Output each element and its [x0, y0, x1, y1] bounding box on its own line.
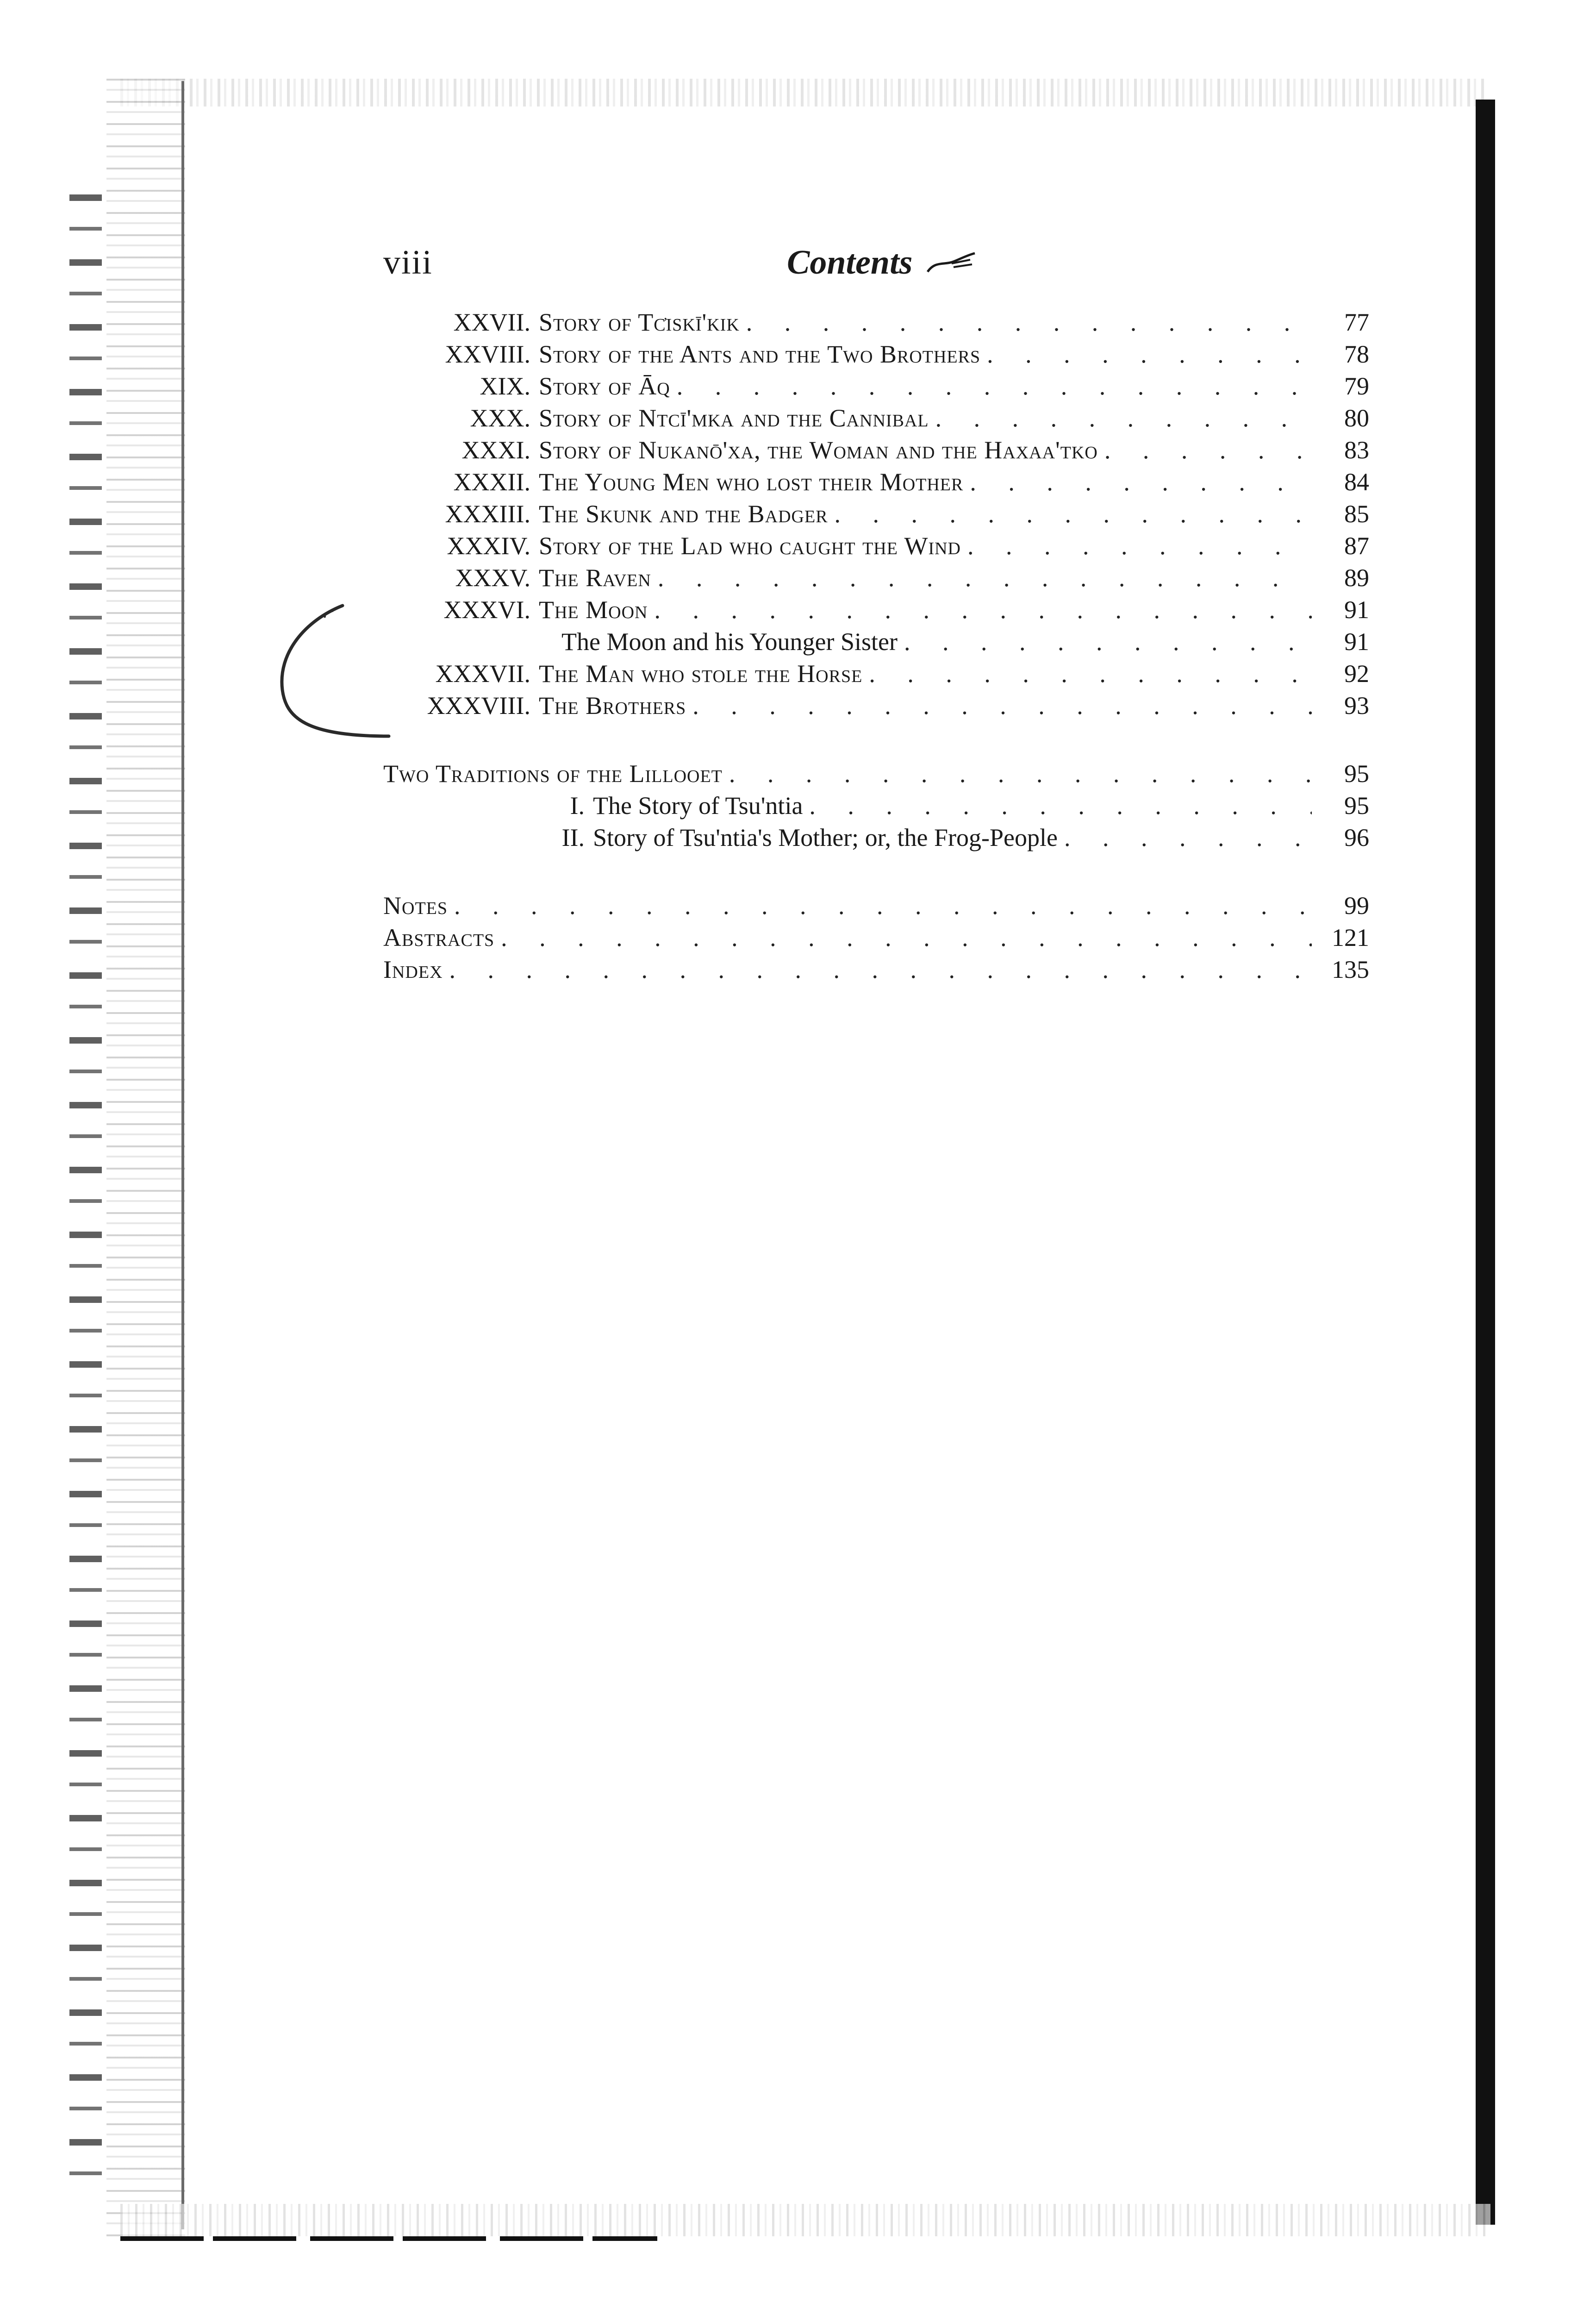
scan-bottom-edge: [120, 2204, 1490, 2236]
toc-entry[interactable]: [383, 563, 1369, 595]
entry-numeral: XXVIII.: [445, 340, 530, 368]
entry-numeral: I.: [570, 792, 585, 820]
entry-title: The Moon and his Younger Sister: [561, 628, 898, 656]
entry-title: The Skunk and the Badger: [539, 500, 828, 528]
entry-page: 92: [1344, 660, 1369, 688]
entry-title: The Man who stole the Horse: [539, 660, 863, 688]
toc-back-matter-entry[interactable]: [383, 923, 1369, 955]
dot-leader: [654, 595, 1312, 624]
dot-leader: [449, 955, 1312, 984]
dot-leader: [501, 923, 1312, 952]
flourish-icon: [926, 251, 977, 275]
entry-page: 99: [1344, 892, 1369, 920]
entry-title: Story of Tc̓iskī'kik: [539, 308, 740, 336]
section-gap: [383, 723, 1369, 759]
entry-numeral: XXXVIII.: [427, 692, 530, 720]
entry-numeral: XXXVI.: [443, 596, 530, 624]
entry-numeral: XXXV.: [455, 564, 530, 592]
dot-leader: [967, 532, 1312, 560]
entry-page: 84: [1344, 468, 1369, 496]
entry-title: The Raven: [539, 564, 651, 592]
toc-entry[interactable]: [383, 308, 1369, 340]
entry-title: Story of Ntcī'mka and the Cannibal: [539, 404, 929, 432]
dot-leader: [987, 340, 1312, 369]
entry-page: 85: [1344, 500, 1369, 528]
entry-title: Story of Tsu'ntia's Mother; or, the Frog-People: [593, 824, 1058, 851]
dot-leader: [692, 691, 1312, 720]
toc-subentry[interactable]: [383, 791, 1369, 823]
dot-leader: [970, 468, 1312, 496]
scan-left-rule: [181, 81, 184, 2229]
entry-page: 80: [1344, 404, 1369, 432]
toc-entry[interactable]: [383, 691, 1369, 723]
entry-title: Story of the Lad who caught the Wind: [539, 532, 961, 560]
toc-entry[interactable]: [383, 532, 1369, 563]
entry-page: 87: [1344, 532, 1369, 560]
entry-page: 96: [1344, 824, 1369, 851]
entry-title: Story of Āq: [539, 372, 670, 400]
entry-numeral: XXXVII.: [435, 660, 530, 688]
dot-leader: [658, 563, 1312, 592]
dot-leader: [1064, 823, 1312, 852]
toc-subentry[interactable]: [383, 823, 1369, 855]
toc-entry[interactable]: [383, 500, 1369, 532]
entry-numeral: XXXI.: [461, 436, 530, 464]
entry-page: 78: [1344, 340, 1369, 368]
toc-entry[interactable]: [383, 468, 1369, 500]
scan-left-edge: [106, 79, 185, 2236]
entry-numeral: XXXIV.: [447, 532, 530, 560]
toc-entry[interactable]: [383, 404, 1369, 436]
entry-page: 89: [1344, 564, 1369, 592]
entry-title: The Moon: [539, 596, 648, 624]
entry-page: 77: [1344, 308, 1369, 336]
toc-subentry[interactable]: [383, 627, 1369, 659]
dot-leader: [835, 500, 1312, 528]
toc-entry[interactable]: [383, 372, 1369, 404]
entry-page: 83: [1344, 436, 1369, 464]
dot-leader: [454, 891, 1312, 920]
entry-title: The Young Men who lost their Mother: [539, 468, 964, 496]
entry-numeral: XXX.: [470, 404, 530, 432]
entry-title: The Brothers: [539, 692, 686, 720]
entry-page: 135: [1332, 956, 1369, 983]
toc-back-matter-entry[interactable]: [383, 955, 1369, 987]
entry-page: 121: [1332, 924, 1369, 951]
toc-entry[interactable]: [383, 659, 1369, 691]
entry-title: Story of the Ants and the Two Brothers: [539, 340, 981, 368]
running-title: Contents: [787, 244, 913, 282]
entry-title: Notes: [383, 892, 448, 920]
entry-page: 95: [1344, 760, 1369, 788]
toc-entry[interactable]: [383, 340, 1369, 372]
page-folio: viii: [383, 244, 433, 282]
toc-entry[interactable]: [383, 595, 1369, 627]
entry-title: The Story of Tsu'ntia: [593, 792, 803, 820]
entry-numeral: XXXIII.: [445, 500, 530, 528]
toc-entry[interactable]: [383, 436, 1369, 468]
entry-page: 91: [1344, 596, 1369, 624]
scan-binding-marks: [69, 194, 102, 2185]
entry-title: Index: [383, 956, 443, 983]
dot-leader: [904, 627, 1312, 656]
dot-leader: [729, 759, 1312, 788]
entry-numeral: XXXII.: [453, 468, 530, 496]
toc-back-matter-entry[interactable]: [383, 891, 1369, 923]
entry-title: Abstracts: [383, 924, 495, 951]
entry-numeral: XIX.: [480, 372, 530, 400]
table-of-contents: [383, 308, 1369, 987]
dot-leader: [935, 404, 1312, 432]
scan-top-edge: [120, 79, 1486, 106]
page-header: [383, 243, 1369, 294]
dot-leader: [809, 791, 1312, 820]
dot-leader: [746, 308, 1312, 337]
scan-right-bar: [1476, 100, 1495, 2225]
entry-numeral: II.: [561, 824, 585, 851]
entry-page: 95: [1344, 792, 1369, 820]
entry-page: 91: [1344, 628, 1369, 656]
dot-leader: [677, 372, 1312, 400]
pencil-bracket-mark: [273, 602, 393, 759]
toc-section-heading[interactable]: [383, 759, 1369, 791]
section-title: Two Traditions of the Lillooet: [383, 760, 723, 788]
entry-title: Story of Nukanō'xa, the Woman and the Haxaa'tko: [539, 436, 1098, 464]
dot-leader: [1104, 436, 1312, 464]
entry-numeral: XXVII.: [453, 308, 530, 336]
section-gap: [383, 855, 1369, 891]
scan-bottom-rule: [120, 2236, 657, 2241]
entry-page: 93: [1344, 692, 1369, 720]
dot-leader: [869, 659, 1312, 688]
entry-page: 79: [1344, 372, 1369, 400]
